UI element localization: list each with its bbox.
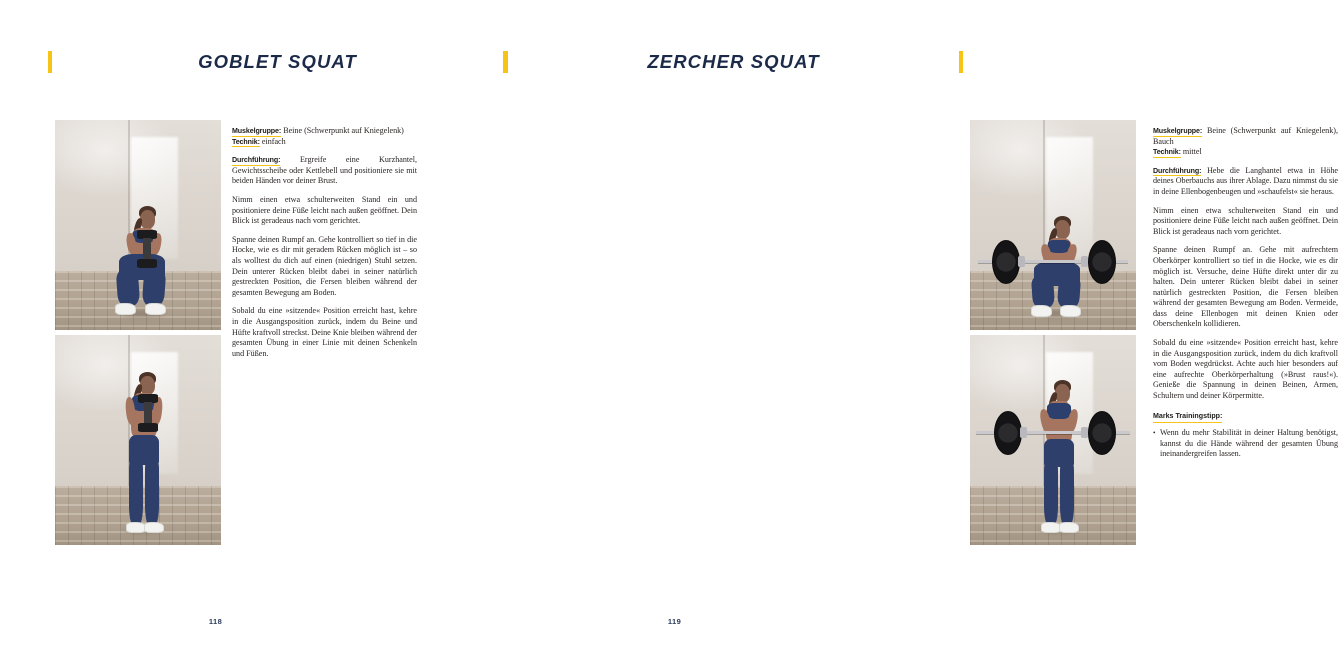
photo-column-right — [970, 120, 1136, 545]
training-tip-block — [1153, 411, 1338, 460]
technique-label: Technik: — [232, 137, 260, 146]
page-right — [459, 0, 1338, 648]
execution-label: Durchführung: — [1153, 166, 1202, 175]
training-tip-heading: Marks Trainingstipp: — [1153, 411, 1222, 423]
muscle-group-label: Muskelgruppe: — [232, 127, 282, 135]
muscle-group-line — [1153, 126, 1338, 147]
accent-mark-right — [959, 51, 963, 73]
athlete-figure — [970, 335, 1136, 545]
page-header-right — [459, 47, 1011, 77]
photo-zercher-squat-bottom-position — [970, 120, 1136, 330]
muscle-group-value: Beine (Schwerpunkt auf Kniegelenk) — [283, 126, 404, 135]
text-column-right — [1153, 126, 1338, 460]
execution-paragraph-2: Nimm einen etwa schulterweiten Stand ein und positioniere deine Füße leicht nach außen geöffnet. Dein Blick ist geradeaus nach vorn gerichtet. — [1153, 205, 1338, 236]
execution-paragraph-1 — [1153, 166, 1338, 198]
execution-paragraph-2: Nimm einen etwa schulterweiten Stand ein und positioniere deine Füße leicht nach außen geöffnet. Dein Blick ist geradeaus nach vorn gerichtet. — [232, 195, 417, 226]
barbell-plate-left — [994, 411, 1022, 455]
dumbbell-handle — [143, 238, 151, 260]
photo-zercher-squat-start-position — [970, 335, 1136, 545]
execution-paragraph-4: Sobald du eine »sitzende« Position erreicht hast, kehre in die Ausgangsposition zurück, indem du Beine und Hüfte kraftvoll streckst. Deine Knie bleiben während der gesamten Übung in einer Linie mit deinen Schenkeln und Füßen. — [232, 306, 417, 358]
technique-value: mittel — [1182, 147, 1202, 157]
dumbbell-plate-bottom — [138, 423, 158, 432]
barbell-plate-right — [1088, 240, 1116, 284]
dumbbell-plate-bottom — [137, 259, 157, 268]
execution-label: Durchführung: — [232, 156, 281, 165]
athlete-figure — [970, 120, 1136, 330]
photo-goblet-squat-start-position — [55, 335, 221, 545]
training-tip-list — [1153, 428, 1338, 460]
execution-text-1: Hebe die Langhantel etwa in Höhe deines Oberbauchs aus ihrer Ablage. Dazu nimmst du sie in deine Ellenbogenbeugen und »schaufelst« sie heraus. — [1153, 165, 1338, 196]
page-title: ZERCHER SQUAT — [647, 51, 820, 72]
execution-paragraph-4: Sobald du eine »sitzende« Position erreicht hast, kehre in die Ausgangsposition zurück, indem du dich kraftvoll vom Boden wegdrückst. Achte auch hier besonders auf eine aufrechte Oberkörperhaltung (»Brust raus!«). Genieße die Spannung in deinen Beinen, Armen, Schultern und deiner Körpermitte. — [1153, 338, 1338, 400]
page-title: GOBLET SQUAT — [198, 51, 357, 72]
athlete-figure — [55, 120, 221, 330]
page-left — [0, 0, 459, 648]
barbell-collar-left — [1018, 256, 1025, 267]
execution-paragraph-1 — [232, 155, 417, 187]
technique-label: Technik: — [1153, 148, 1181, 157]
photo-goblet-squat-bottom-position — [55, 120, 221, 330]
muscle-group-value: Beine (Schwerpunkt auf Kniegelenk), Bauch — [1153, 126, 1338, 146]
execution-text-1: Ergreife eine Kurzhantel, Gewichtsscheibe oder Kettlebell und positioniere sie mit beiden Händen vor deiner Brust. — [232, 155, 417, 186]
muscle-group-line — [232, 126, 417, 137]
page-number-left: 118 — [208, 617, 223, 626]
text-column-left — [232, 126, 417, 367]
page-number-right: 119 — [667, 617, 682, 626]
technique-value: einfach — [261, 136, 286, 146]
muscle-group-label: Muskelgruppe: — [1153, 127, 1203, 135]
barbell-collar-right — [1081, 427, 1088, 438]
technique-line — [1153, 147, 1338, 158]
technique-line — [232, 137, 417, 148]
list-item: • Wenn du mehr Stabilität in deiner Haltung benötigst, kannst du die Hände während der gesamten Übung ineinandergreifen lassen. — [1153, 428, 1338, 460]
athlete-figure — [55, 335, 221, 545]
execution-paragraph-3: Spanne deinen Rumpf an. Gehe mit aufrechtem Oberkörper kontrolliert so tief in die Hocke, wie es dir möglich ist. Versuche, deine Hüfte direkt unter dir zu halten. Dein unterer Rücken bleibt dabei in seiner natürlich gestreckten Position, die Fersen bleiben während der gesamten Bewegung am Boden. Vermeide, dass deine Ellenbogen mit deinen Knien oder Oberschenkeln kollidieren. — [1153, 245, 1338, 329]
barbell-collar-left — [1020, 427, 1027, 438]
barbell-plate-right — [1088, 411, 1116, 455]
photo-column-left — [55, 120, 221, 545]
dumbbell-handle — [144, 402, 152, 424]
barbell-plate-left — [992, 240, 1020, 284]
execution-paragraph-3: Spanne deinen Rumpf an. Gehe kontrolliert so tief in die Hocke, wie es dir mit geradem Rücken möglich ist – so als wolltest du dich auf einen (niedrigen) Stuhl setzen. Dein unterer Rücken bleibt dabei in seiner natürlich gestreckten Position, die Fersen bleiben während der gesamten Bewegung am Boden. — [232, 234, 417, 297]
barbell-collar-right — [1081, 256, 1088, 267]
